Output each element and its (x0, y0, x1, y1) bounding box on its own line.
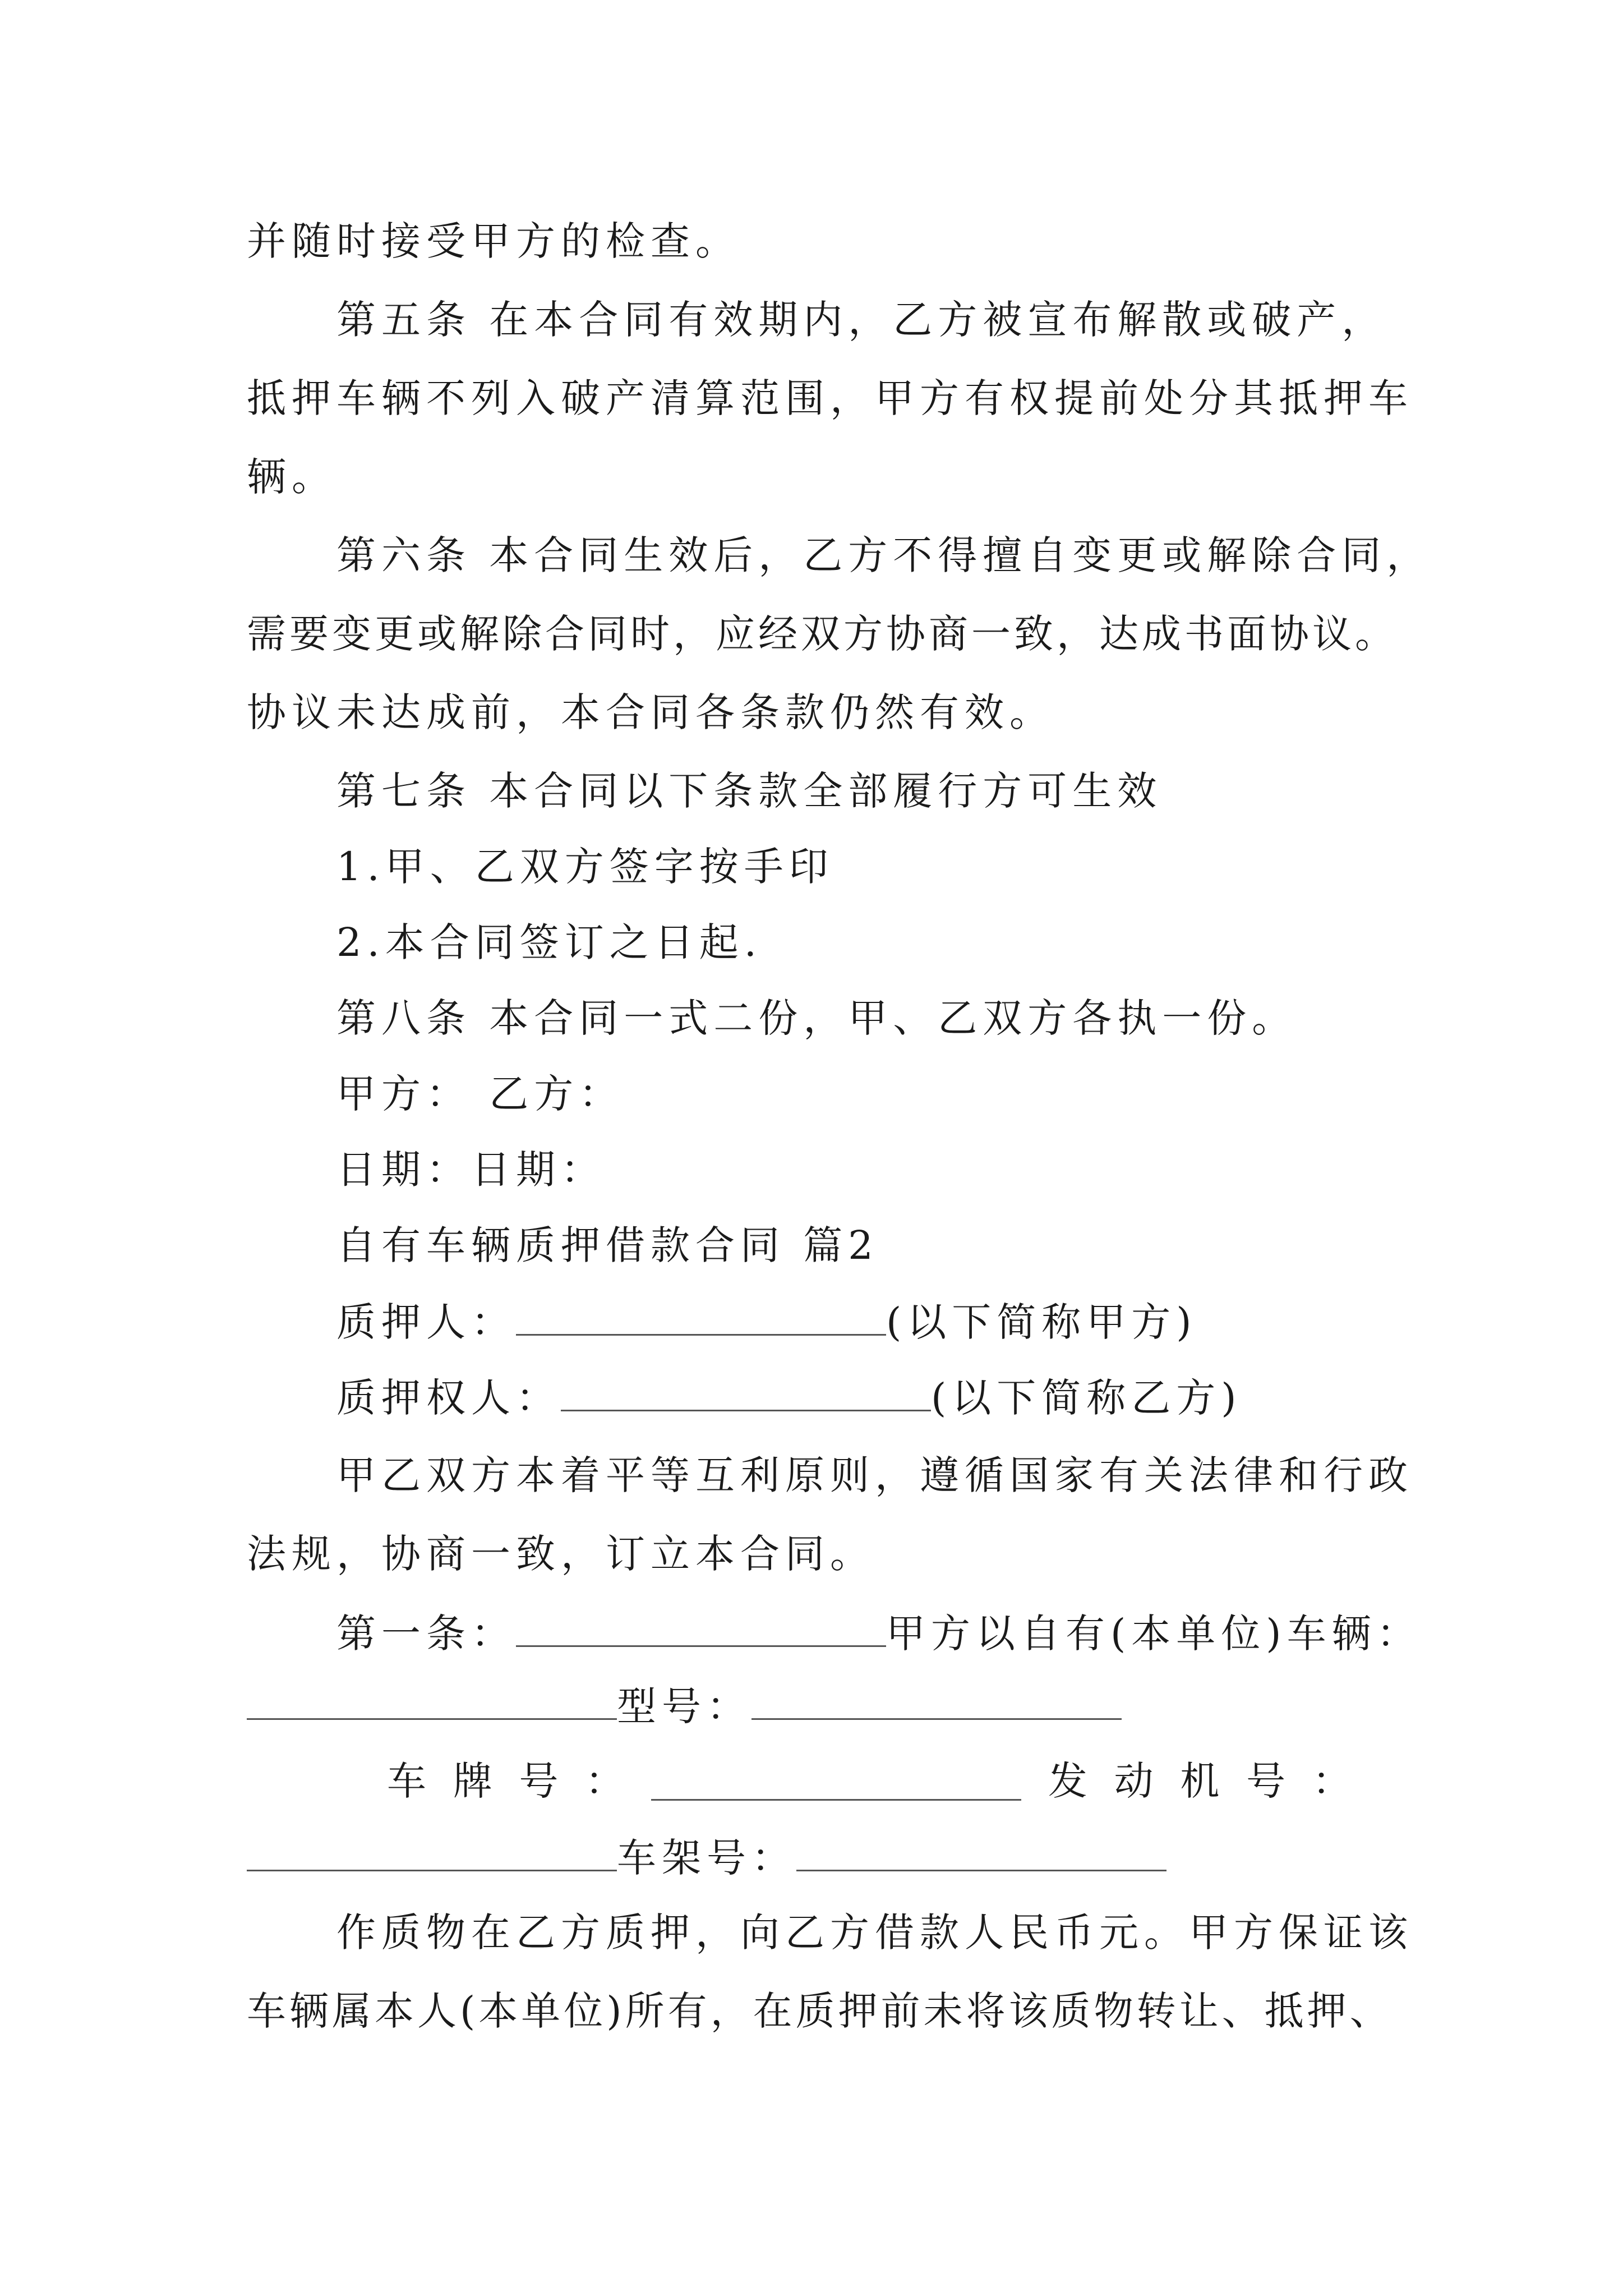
vehicle-blank[interactable] (247, 1686, 617, 1720)
model-blank[interactable] (751, 1686, 1122, 1720)
pledge-line-2: 车辆属本人(本单位)所有，在质押前未将该质物转让、抵押、 (247, 1988, 1393, 2034)
article-6-line-2: 需要变更或解除合同时，应经双方协商一致，达成书面协议。 (247, 611, 1398, 657)
model-line (247, 1683, 1122, 1729)
engine-label-char: 发 (1048, 1758, 1087, 1804)
plate-label-char: 号 (519, 1758, 559, 1804)
pledgee-line (336, 1375, 1242, 1421)
frame-label: 车架号： (617, 1835, 796, 1881)
article-6-line-3: 协议未达成前，本合同各条款仍然有效。 (247, 689, 1054, 735)
plate-engine-line (387, 1758, 1352, 1804)
pledgor-blank[interactable] (516, 1301, 886, 1336)
article-8-line: 第八条 本合同一式二份，甲、乙双方各执一份。 (336, 995, 1297, 1041)
pledgee-suffix: (以下简称乙方) (931, 1375, 1242, 1421)
frame-line (247, 1835, 1166, 1881)
frame-blank[interactable] (796, 1837, 1166, 1871)
article-1-line (336, 1611, 1422, 1657)
plate-label-char: ： (585, 1758, 625, 1804)
article-7-line: 第七条 本合同以下条款全部履行方可生效 (336, 768, 1163, 814)
engine-blank[interactable] (247, 1837, 617, 1871)
pledge-line-1: 作质物在乙方质押，向乙方借款人民币元。甲方保证该 (336, 1910, 1413, 1955)
signature-parties-line: 甲方： 乙方： (336, 1071, 624, 1117)
article-1-blank[interactable] (516, 1613, 886, 1647)
article-5-line-2: 抵押车辆不列入破产清算范围，甲方有权提前处分其抵押车 (247, 375, 1413, 421)
article-7-item-2: 2.本合同签订之日起. (336, 919, 763, 965)
principle-line-2: 法规，协商一致，订立本合同。 (247, 1531, 875, 1577)
pledgee-label: 质押权人： (336, 1375, 561, 1421)
article-7-item-1: 1.甲、乙双方签字按手印 (336, 844, 834, 890)
engine-label-char: ： (1312, 1758, 1352, 1804)
article-6-line-1: 第六条 本合同生效后，乙方不得擅自变更或解除合同， (336, 532, 1432, 578)
model-label: 型号： (617, 1683, 751, 1729)
pledgor-label: 质押人： (336, 1299, 516, 1345)
plate-label-char: 车 (387, 1758, 426, 1804)
article-5-line-3: 辆。 (247, 454, 336, 500)
plate-label-char: 牌 (453, 1758, 492, 1804)
pledgor-suffix: (以下简称甲方) (886, 1299, 1197, 1345)
article-5-line-1: 第五条 在本合同有效期内，乙方被宣布解散或破产， (336, 297, 1387, 343)
pledgee-blank[interactable] (561, 1377, 931, 1411)
signature-date-line: 日期：日期： (336, 1147, 606, 1193)
section-heading: 自有车辆质押借款合同 篇2 (336, 1222, 879, 1268)
article-1-suffix: 甲方以自有(本单位)车辆： (886, 1611, 1422, 1657)
engine-label-char: 机 (1180, 1758, 1220, 1804)
plate-blank[interactable] (651, 1766, 1021, 1801)
engine-label-char: 动 (1114, 1758, 1154, 1804)
principle-line-1: 甲乙双方本着平等互利原则，遵循国家有关法律和行政 (336, 1452, 1413, 1498)
text-line: 并随时接受甲方的检查。 (247, 218, 740, 264)
pledgor-line (336, 1299, 1197, 1345)
article-1-label: 第一条： (336, 1611, 516, 1657)
engine-label-char: 号 (1246, 1758, 1286, 1804)
